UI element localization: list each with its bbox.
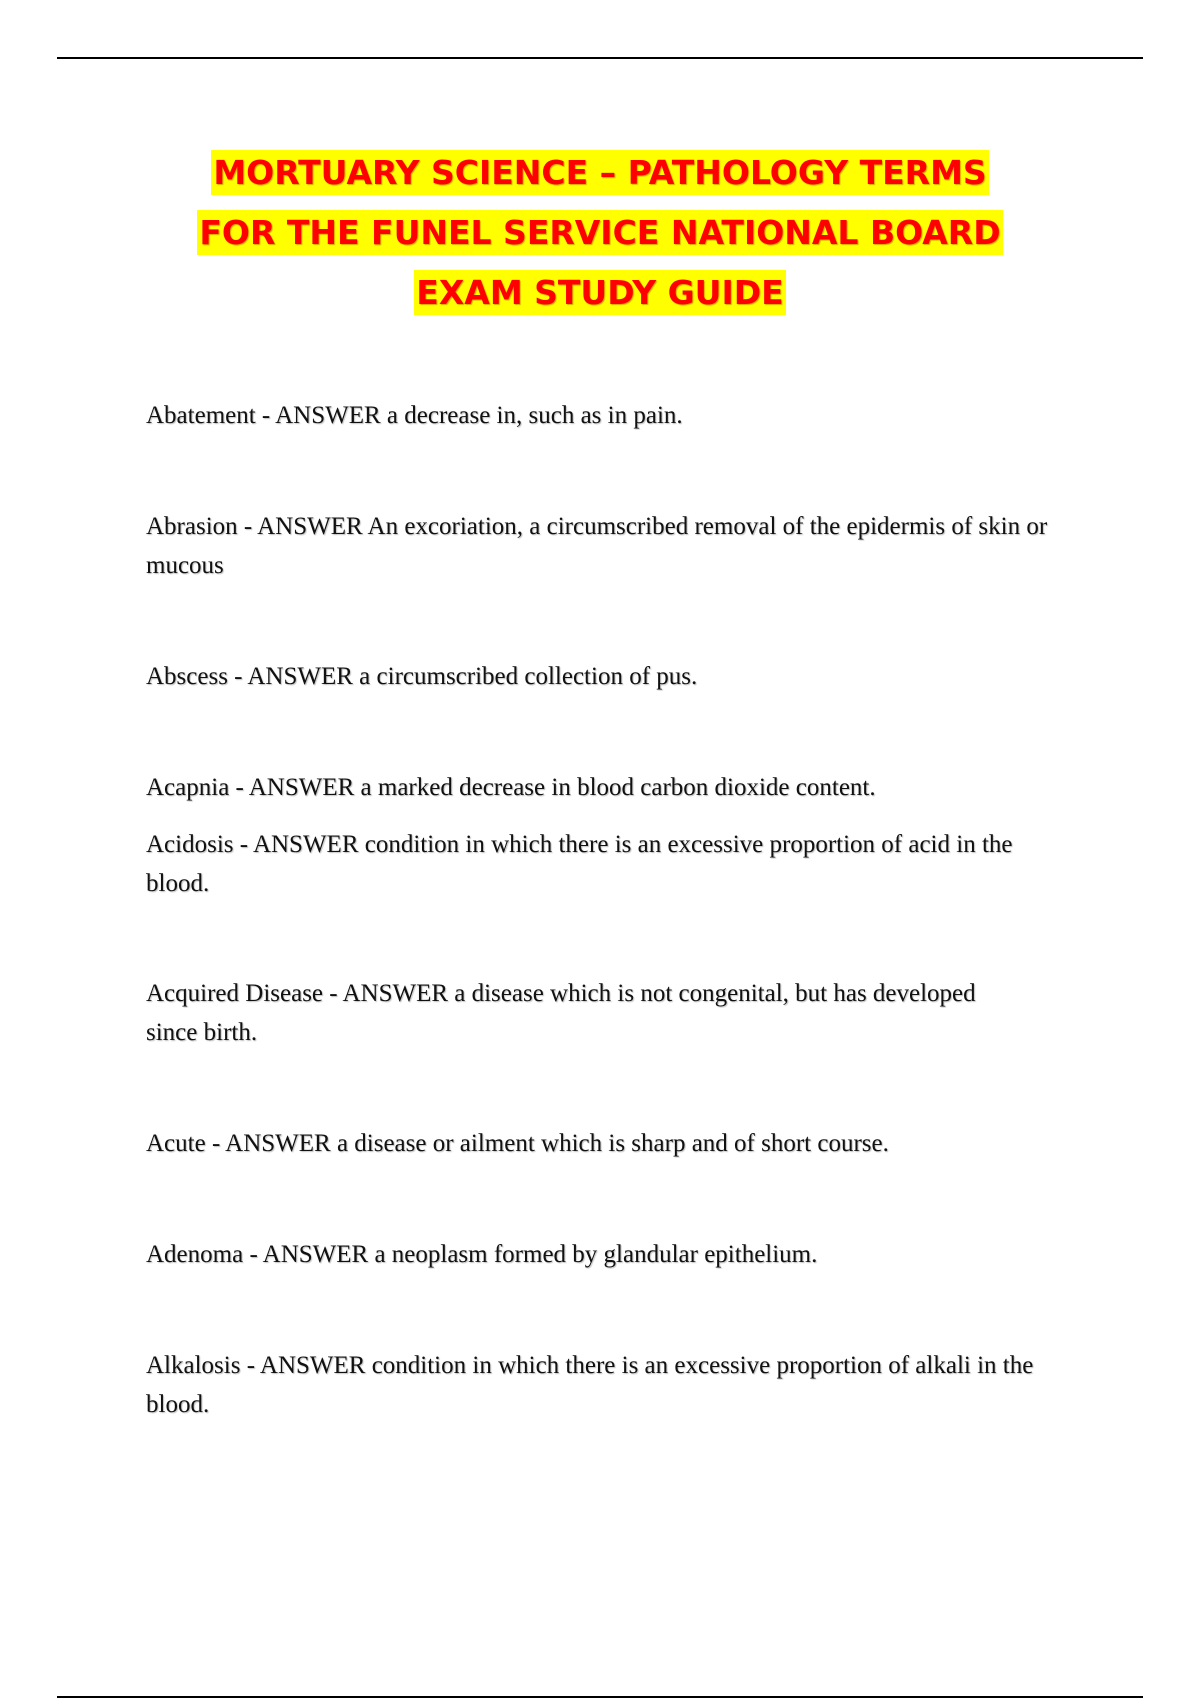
term-entry-acidosis: Acidosis - ANSWER condition in which there is an excessive proportion of acid in the blood. [146, 831, 1013, 897]
title-line: MORTUARY SCIENCE – PATHOLOGY TERMS [120, 143, 1080, 203]
term-entry-alkalosis: Alkalosis - ANSWER condition in which there is an excessive proportion of alkali in the blood. [146, 1352, 1034, 1418]
term-entry-abrasion: Abrasion - ANSWER An excoriation, a circumscribed removal of the epidermis of skin or mucous [146, 513, 1048, 579]
title-line: FOR THE FUNEL SERVICE NATIONAL BOARD [120, 203, 1080, 263]
term-entry-acquired-disease: Acquired Disease - ANSWER a disease which is not congenital, but has developed since birth. [146, 980, 976, 1046]
term-entry-acapnia: Acapnia - ANSWER a marked decrease in blood carbon dioxide content. [146, 774, 876, 801]
term-entry-abscess: Abscess - ANSWER a circumscribed collection of pus. [146, 663, 698, 690]
document-title [120, 143, 1080, 323]
term-entry-adenoma: Adenoma - ANSWER a neoplasm formed by glandular epithelium. [146, 1241, 818, 1268]
term-entry-abatement: Abatement - ANSWER a decrease in, such as in pain. [146, 402, 683, 429]
term-entry-acute: Acute - ANSWER a disease or ailment which is sharp and of short course. [146, 1130, 889, 1157]
header-rule [57, 57, 1143, 59]
title-line: EXAM STUDY GUIDE [120, 263, 1080, 323]
footer-rule [57, 1696, 1143, 1698]
